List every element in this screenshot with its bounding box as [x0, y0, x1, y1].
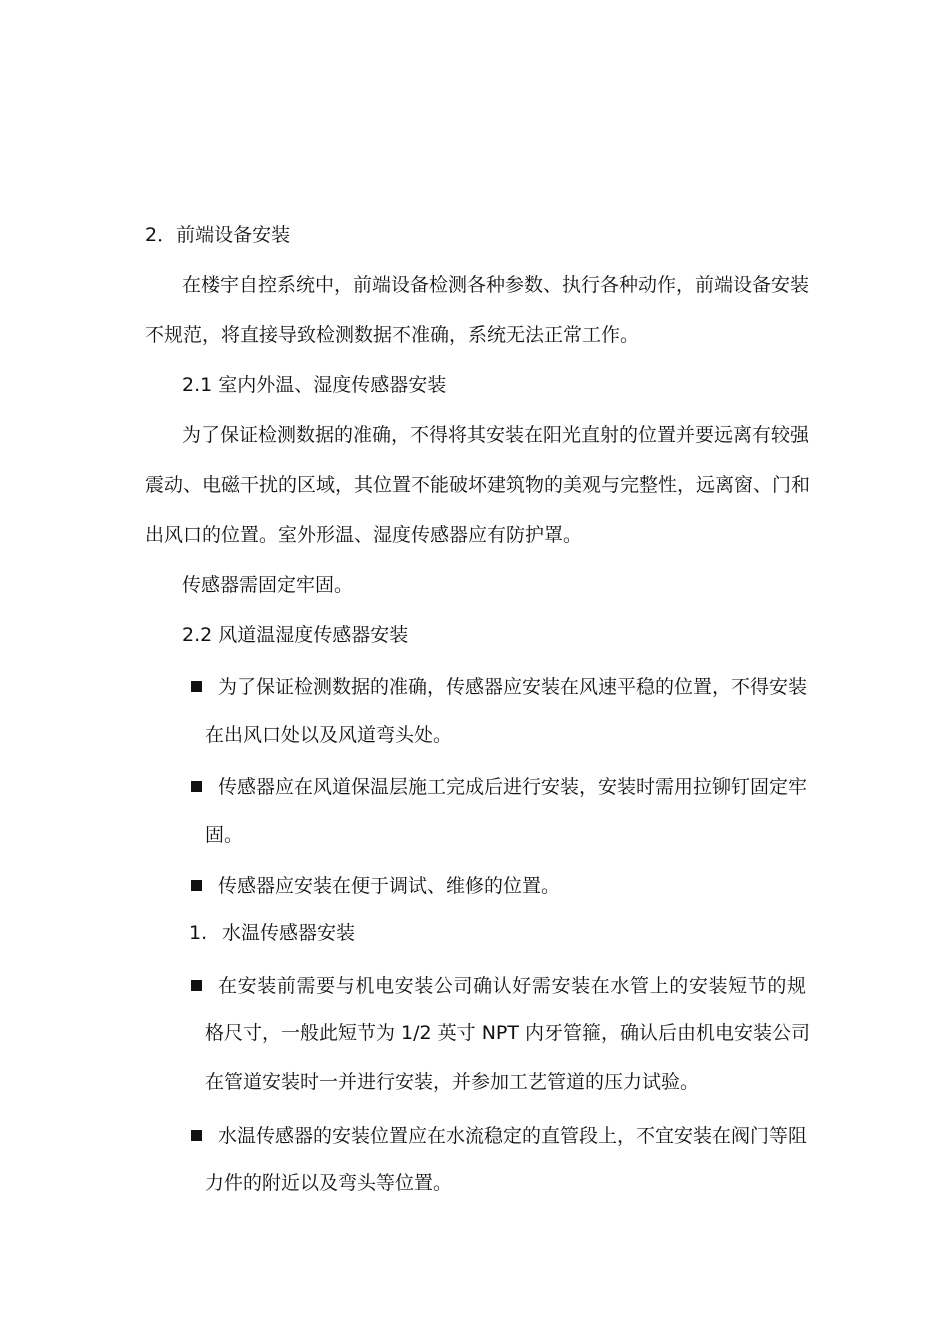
bullet-1-1-line-3: 在管道安装时一并进行安装，并参加工艺管道的压力试验。	[205, 1071, 700, 1093]
sub-2-1-paragraph-2: 传感器需固定牢固。	[182, 574, 354, 596]
bullet-2-2-1-line-1: 为了保证检测数据的准确，传感器应安装在风速平稳的位置，不得安装	[218, 676, 808, 698]
numbered-item-title: 水温传感器安装	[222, 922, 356, 944]
section-heading: 2．前端设备安装	[145, 224, 291, 246]
bullet-1-2-line-1: 水温传感器的安装位置应在水流稳定的直管段上，不宜安装在阀门等阻	[218, 1125, 808, 1147]
bullet-square-icon	[191, 781, 202, 792]
bullet-2-2-2-line-2: 固。	[205, 824, 244, 846]
bullet-square-icon	[191, 681, 202, 692]
bullet-1-1-line-1: 在安装前需要与机电安装公司确认好需安装在水管上的安装短节的规	[218, 975, 806, 997]
bullet-1-2-line-2: 力件的附近以及弯头等位置。	[205, 1172, 453, 1194]
bullet-square-icon	[191, 980, 202, 991]
subsection-2-2-title: 2.2 风道温湿度传感器安装	[182, 624, 409, 646]
bullet-square-icon	[191, 1130, 202, 1141]
intro-line-2: 不规范，将直接导致检测数据不准确，系统无法正常工作。	[145, 324, 640, 346]
bullet-square-icon	[191, 880, 202, 891]
intro-line-1: 在楼宇自控系统中，前端设备检测各种参数、执行各种动作，前端设备安装	[182, 274, 810, 296]
subsection-2-1-title: 2.1 室内外温、湿度传感器安装	[182, 374, 447, 396]
numbered-item-number: 1.	[189, 922, 208, 944]
bullet-1-1-line-2: 格尺寸，一般此短节为 1/2 英寸 NPT 内牙管箍，确认后由机电安装公司	[205, 1022, 811, 1044]
bullet-2-2-3-line-1: 传感器应安装在便于调试、维修的位置。	[218, 875, 561, 897]
bullet-2-2-1-line-2: 在出风口处以及风道弯头处。	[205, 724, 453, 746]
bullet-2-2-2-line-1: 传感器应在风道保温层施工完成后进行安装，安装时需用拉铆钉固定牢	[218, 776, 808, 798]
sub-2-1-paragraph-line-3: 出风口的位置。室外形温、湿度传感器应有防护罩。	[145, 524, 583, 546]
sub-2-1-paragraph-line-1: 为了保证检测数据的准确，不得将其安装在阳光直射的位置并要远离有较强	[182, 424, 810, 446]
sub-2-1-paragraph-line-2: 震动、电磁干扰的区域，其位置不能破坏建筑物的美观与完整性，远离窗、门和	[145, 474, 811, 496]
